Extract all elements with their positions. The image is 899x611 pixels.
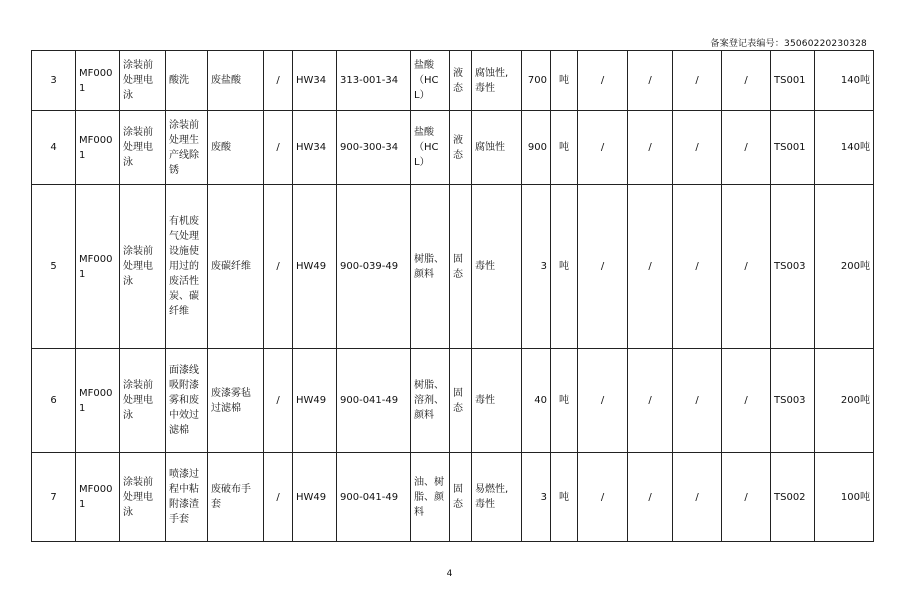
table-row — [32, 349, 874, 453]
cell-c13: / — [578, 349, 628, 453]
cell-unit: 吨 — [551, 51, 578, 111]
cell-seq: 5 — [32, 185, 76, 349]
cell-component: 树脂、溶剂、颜料 — [411, 349, 450, 453]
cell-c16: / — [722, 185, 771, 349]
cell-code: MF0001 — [76, 51, 120, 111]
cell-seq: 3 — [32, 51, 76, 111]
cell-hazard: 腐蚀性,毒性 — [472, 51, 522, 111]
record-number: 备案登记表编号：35060220230328 — [710, 39, 867, 49]
cell-c16: / — [722, 51, 771, 111]
cell-c13: / — [578, 51, 628, 111]
cell-c14: / — [628, 453, 673, 542]
cell-form: 液态 — [450, 111, 472, 185]
cell-c5: / — [264, 349, 293, 453]
cell-category: HW49 — [293, 185, 337, 349]
cell-code: MF0001 — [76, 453, 120, 542]
cell-line: 涂装前处理电泳 — [120, 51, 166, 111]
cell-facility: TS002 — [771, 453, 815, 542]
cell-capacity: 100吨 — [815, 453, 874, 542]
cell-process: 有机废气处理设施使用过的废活性炭、碳纤维 — [166, 185, 208, 349]
cell-waste-name: 废盐酸 — [208, 51, 264, 111]
cell-hazard: 易燃性,毒性 — [472, 453, 522, 542]
cell-unit: 吨 — [551, 111, 578, 185]
cell-component: 盐酸（HCL） — [411, 111, 450, 185]
cell-line: 涂装前处理电泳 — [120, 349, 166, 453]
cell-waste-code: 900-041-49 — [337, 453, 411, 542]
cell-c15: / — [673, 185, 722, 349]
cell-process: 喷漆过程中粘附漆渣手套 — [166, 453, 208, 542]
cell-line: 涂装前处理电泳 — [120, 185, 166, 349]
cell-category: HW49 — [293, 453, 337, 542]
cell-c16: / — [722, 453, 771, 542]
cell-line: 涂装前处理电泳 — [120, 453, 166, 542]
cell-quantity: 700 — [522, 51, 551, 111]
page-number: 4 — [446, 569, 453, 579]
cell-waste-code: 900-039-49 — [337, 185, 411, 349]
cell-code: MF0001 — [76, 349, 120, 453]
cell-line: 涂装前处理电泳 — [120, 111, 166, 185]
cell-form: 固态 — [450, 453, 472, 542]
cell-form: 固态 — [450, 185, 472, 349]
cell-component: 盐酸（HCL） — [411, 51, 450, 111]
cell-unit: 吨 — [551, 349, 578, 453]
cell-c13: / — [578, 185, 628, 349]
cell-category: HW34 — [293, 51, 337, 111]
cell-process: 涂装前处理生产线除锈 — [166, 111, 208, 185]
cell-c15: / — [673, 453, 722, 542]
table-row — [32, 111, 874, 185]
cell-category: HW49 — [293, 349, 337, 453]
cell-hazard: 毒性 — [472, 185, 522, 349]
cell-unit: 吨 — [551, 453, 578, 542]
cell-component: 油、树脂、颜料 — [411, 453, 450, 542]
table-row — [32, 453, 874, 542]
cell-c5: / — [264, 111, 293, 185]
cell-code: MF0001 — [76, 111, 120, 185]
cell-process: 面漆线吸附漆雾和废中效过滤棉 — [166, 349, 208, 453]
cell-c5: / — [264, 453, 293, 542]
cell-seq: 6 — [32, 349, 76, 453]
cell-c14: / — [628, 51, 673, 111]
cell-hazard: 腐蚀性 — [472, 111, 522, 185]
hazardous-waste-table — [31, 50, 874, 542]
cell-hazard: 毒性 — [472, 349, 522, 453]
cell-c15: / — [673, 111, 722, 185]
cell-quantity: 3 — [522, 453, 551, 542]
cell-facility: TS001 — [771, 51, 815, 111]
cell-facility: TS003 — [771, 349, 815, 453]
cell-c16: / — [722, 349, 771, 453]
cell-capacity: 140吨 — [815, 111, 874, 185]
cell-capacity: 200吨 — [815, 349, 874, 453]
cell-seq: 7 — [32, 453, 76, 542]
cell-c15: / — [673, 51, 722, 111]
cell-code: MF0001 — [76, 185, 120, 349]
cell-facility: TS003 — [771, 185, 815, 349]
cell-c13: / — [578, 111, 628, 185]
cell-waste-code: 313-001-34 — [337, 51, 411, 111]
cell-c14: / — [628, 111, 673, 185]
cell-waste-name: 废破布手套 — [208, 453, 264, 542]
cell-quantity: 40 — [522, 349, 551, 453]
cell-waste-name: 废碳纤维 — [208, 185, 264, 349]
cell-quantity: 3 — [522, 185, 551, 349]
cell-quantity: 900 — [522, 111, 551, 185]
cell-c13: / — [578, 453, 628, 542]
cell-c5: / — [264, 51, 293, 111]
cell-seq: 4 — [32, 111, 76, 185]
cell-c14: / — [628, 349, 673, 453]
cell-c16: / — [722, 111, 771, 185]
cell-waste-name: 废漆雾毡过滤棉 — [208, 349, 264, 453]
table-row — [32, 185, 874, 349]
table-row — [32, 51, 874, 111]
cell-process: 酸洗 — [166, 51, 208, 111]
cell-waste-code: 900-300-34 — [337, 111, 411, 185]
cell-capacity: 200吨 — [815, 185, 874, 349]
cell-c14: / — [628, 185, 673, 349]
cell-form: 固态 — [450, 349, 472, 453]
cell-waste-code: 900-041-49 — [337, 349, 411, 453]
cell-waste-name: 废酸 — [208, 111, 264, 185]
cell-c5: / — [264, 185, 293, 349]
cell-unit: 吨 — [551, 185, 578, 349]
cell-component: 树脂、颜料 — [411, 185, 450, 349]
cell-c15: / — [673, 349, 722, 453]
cell-facility: TS001 — [771, 111, 815, 185]
cell-capacity: 140吨 — [815, 51, 874, 111]
cell-form: 液态 — [450, 51, 472, 111]
cell-category: HW34 — [293, 111, 337, 185]
